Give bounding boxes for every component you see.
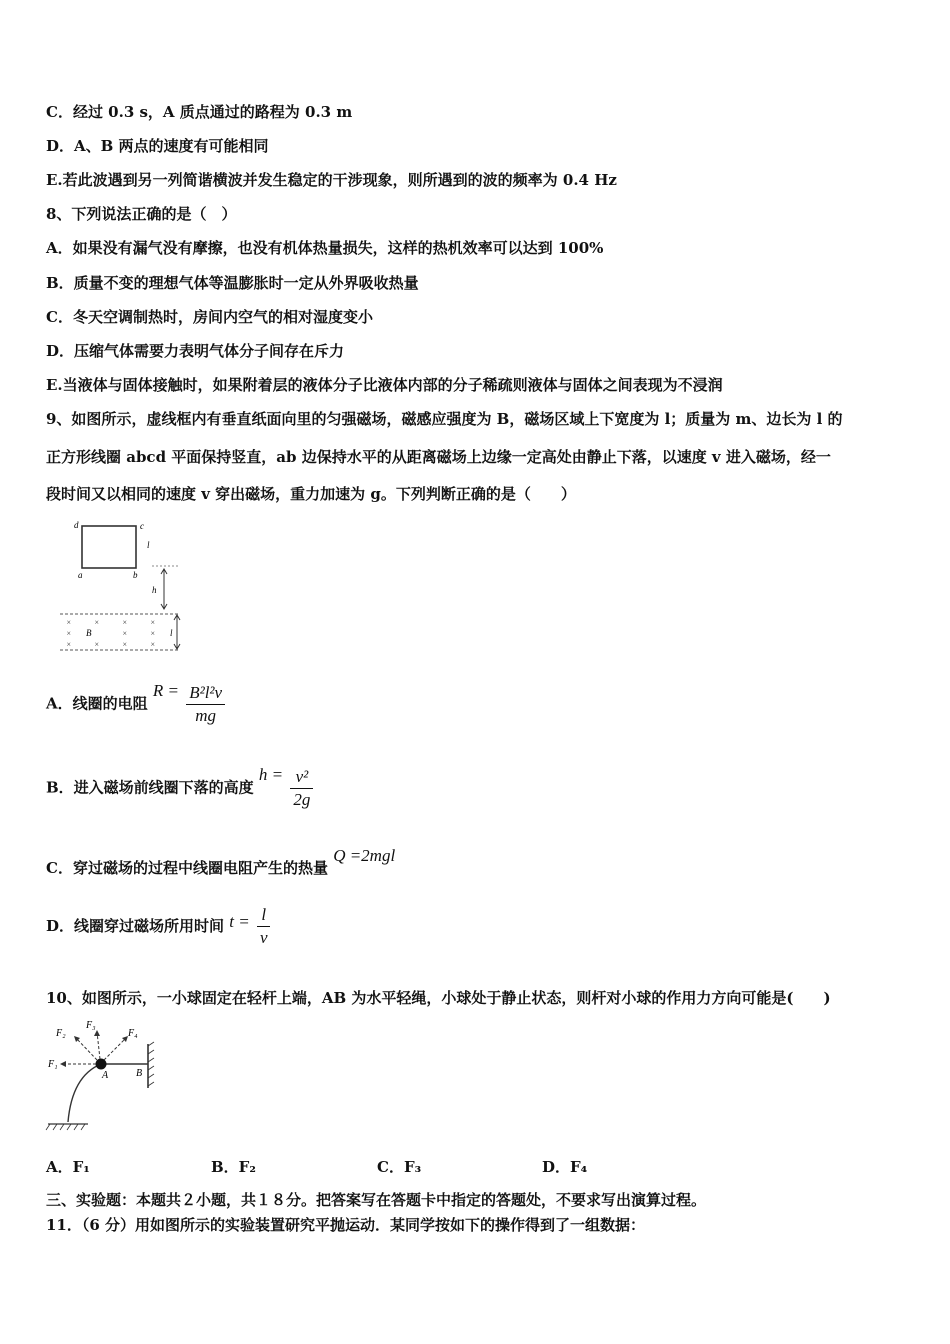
q9-option-d-numerator: l (257, 904, 271, 927)
q9-label-b: b (133, 570, 138, 580)
q7-option-c: C．经过 0.3 s，A 质点通过的路程为 0.3 m (46, 103, 353, 121)
q10-label-b: B (136, 1068, 143, 1079)
q9-option-a-fraction (186, 682, 225, 727)
q9-option-a (46, 682, 225, 727)
q9-stem-line1: 9、如图所示，虚线框内有垂直纸面向里的匀强磁场，磁感应强度为 B，磁场区域上下宽度为 l；质量为 m、边长为 l 的 (46, 410, 843, 428)
q10-label-a: A (102, 1070, 109, 1081)
q11-stem: 11．（6 分）用如图所示的实验装置研究平抛运动．某同学按如下的操作得到了一组数据： (46, 1216, 646, 1234)
q9-label-l2: l (170, 628, 173, 638)
q10-label-f1: F₁ (48, 1059, 58, 1070)
q10-option-c: C．F₃ (377, 1158, 422, 1176)
svg-text:×: × (122, 618, 128, 627)
q9-option-d-lhs: t = (229, 912, 250, 931)
svg-text:×: × (66, 629, 72, 638)
q10-option-b: B．F₂ (211, 1158, 256, 1176)
q9-option-d-denominator: v (259, 928, 268, 947)
svg-text:×: × (66, 640, 72, 649)
q9-stem-line3: 段时间又以相同的速度 v 穿出磁场，重力加速为 g。下列判断正确的是（ ） (46, 485, 576, 503)
q9-option-a-lhs: R = (152, 680, 179, 700)
q9-option-d-fraction (257, 904, 271, 949)
svg-text:×: × (66, 618, 72, 627)
q8-option-c: C．冬天空调制热时，房间内空气的相对湿度变小 (46, 308, 373, 326)
q9-option-c (46, 846, 396, 877)
svg-text:×: × (150, 640, 156, 649)
q10-label-f4: F₄ (128, 1028, 138, 1039)
q9-option-b-text: B．进入磁场前线圈下落的高度 (46, 778, 254, 797)
q9-label-B: B (86, 628, 92, 638)
q9-option-c-text: C．穿过磁场的过程中线圈电阻产生的热量 (46, 859, 328, 877)
q9-label-c: c (140, 521, 144, 531)
svg-text:×: × (122, 629, 128, 638)
q9-option-b-denominator: 2g (293, 790, 311, 809)
q9-label-d: d (74, 520, 79, 530)
q8-stem: 8、下列说法正确的是（ ） (46, 205, 237, 223)
q10-option-d: D．F₄ (542, 1158, 588, 1176)
q8-option-e: E.当液体与固体接触时，如果附着层的液体分子比液体内部的分子稀疏则液体与固体之间表现为不浸润 (46, 376, 723, 394)
q9-option-a-denominator: mg (195, 706, 217, 725)
q9-option-d (46, 904, 270, 949)
svg-text:×: × (94, 618, 100, 627)
q9-stem-line2: 正方形线圈 abcd 平面保持竖直，ab 边保持水平的从距离磁场上边缘一定高处由静止下落，以速度 v 进入磁场，经一 (46, 448, 831, 466)
q9-label-l: l (147, 540, 150, 550)
q8-option-a: A．如果没有漏气没有摩擦，也没有机体热量损失，这样的热机效率可以达到 100% (46, 239, 604, 257)
q9-label-h: h (152, 585, 157, 595)
q9-option-b (46, 766, 313, 811)
q8-option-d: D．压缩气体需要力表明气体分子间存在斥力 (46, 342, 345, 360)
svg-text:×: × (150, 629, 156, 638)
q10-stem: 10、如图所示，一小球固定在轻杆上端，AB 为水平轻绳，小球处于静止状态，则杆对小球的作用力方向可能是( ) (46, 989, 831, 1007)
q10-label-f2: F₂ (56, 1028, 66, 1039)
q9-option-b-fraction (290, 766, 313, 811)
svg-text:×: × (94, 640, 100, 649)
q9-figure (56, 518, 196, 658)
q10-label-f3: F₃ (86, 1020, 96, 1031)
q7-option-d: D．A、B 两点的速度有可能相同 (46, 137, 269, 155)
q9-option-a-numerator: B²l²v (186, 682, 225, 705)
svg-text:×: × (122, 640, 128, 649)
q9-label-a: a (78, 570, 83, 580)
q9-option-a-text: A．线圈的电阻 (46, 694, 148, 713)
q8-option-b: B．质量不变的理想气体等温膨胀时一定从外界吸收热量 (46, 274, 419, 292)
q9-option-d-text: D．线圈穿过磁场所用时间 (46, 917, 225, 935)
q9-option-c-math: Q =2mgl (333, 846, 396, 865)
q10-option-a: A．F₁ (46, 1158, 90, 1176)
q10-figure (44, 1014, 164, 1134)
q9-option-b-lhs: h = (258, 764, 284, 784)
section3-heading: 三、实验题：本题共２小题，共１８分。把答案写在答题卡中指定的答题处，不要求写出演算过程。 (46, 1191, 707, 1209)
q9-option-b-numerator: v² (290, 766, 313, 789)
q7-option-e: E.若此波遇到另一列简谐横波并发生稳定的干涉现象，则所遇到的波的频率为 0.4 Hz (46, 171, 617, 189)
svg-text:×: × (150, 618, 156, 627)
